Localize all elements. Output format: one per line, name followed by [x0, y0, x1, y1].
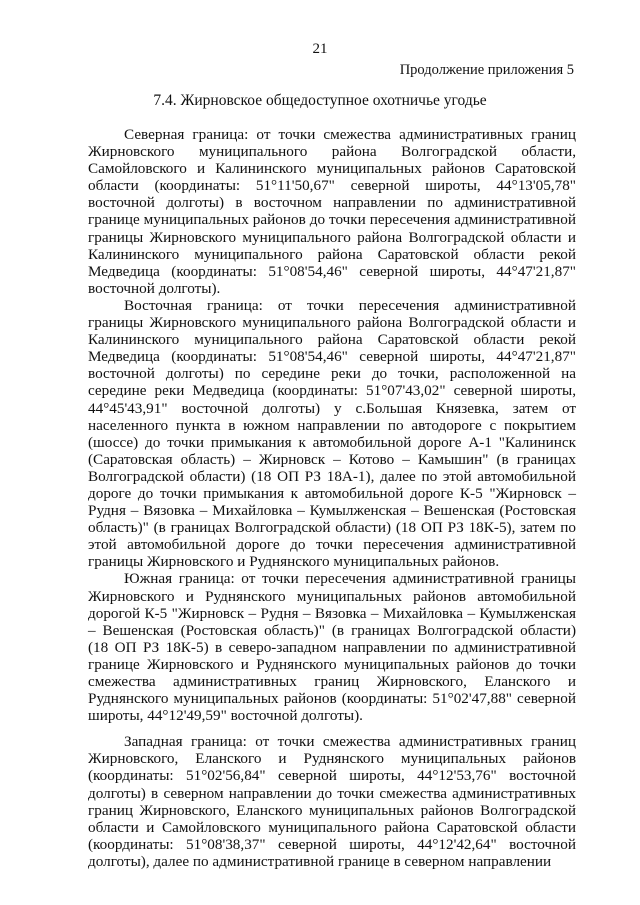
paragraph-western-border: Западная граница: от точки смежества административных границ Жирновского, Еланского и Руднянского муниципальных районов (координаты: 51°02'56,84" северной широты, 44°12'53,76" восточной долготы) в северном направлении до точки смежества административных границ Жирновского, Еланского муниципальных районов Волгоградской области и Самойловского муниципального района Саратовской области (координаты: 51°08'38,37" северной широты, 44°12'42,64" восточной долготы), далее по административной границе в северном направлении	[88, 733, 576, 870]
body-text	[88, 126, 576, 870]
paragraph-eastern-border: Восточная граница: от точки пересечения административной границы Жирновского муниципального района Волгоградской области и Калининского муниципального района Саратовской области рекой Медведица (координаты: 51°08'54,46" северной широты, 44°47'21,87" восточной долготы) по середине реки до точки, расположенной на середине реки Медведица (координаты: 51°07'43,02" северной широты, 44°45'43,91" восточной долготы) у с.Большая Князевка, затем от населенного пункта в южном направлении по автодороге с покрытием (шоссе) до точки примыкания к автомобильной дороге А-1 "Калининск (Саратовская область) – Жирновск – Котово – Камышин" (в границах Волгоградской области) (18 ОП РЗ 18А-1), далее по этой автомобильной дороге до точки примыкания к автомобильной дороге К-5 "Жирновск – Рудня – Вязовка – Михайловка – Кумылженская – Вешенская (Ростовская область)" (в границах Волгоградской области) (18 ОП РЗ 18К-5), затем по этой автомобильной дороге до точки пересечения административной границы Жирновского и Руднянского муниципальных районов.	[88, 296, 576, 571]
section-title: 7.4. Жирновское общедоступное охотничье угодье	[153, 92, 487, 109]
paragraph-southern-border: Южная граница: от точки пересечения административной границы Жирновского и Руднянского муниципальных районов автомобильной дорогой К-5 "Жирновск – Рудня – Вязовка – Михайловка – Кумылженская – Вешенская (Ростовская область)" (в границах Волгоградской области) (18 ОП РЗ 18К-5) в северо-западном направлении по административной границе Жирновского и Руднянского муниципальных районов до точки смежества административных границ Жирновского, Еланского и Руднянского муниципальных районов (координаты: 51°02'47,88" северной широты, 44°12'49,59" восточной долготы).	[88, 570, 576, 725]
page-number: 21	[312, 41, 328, 57]
appendix-note: Продолжение приложения 5	[399, 62, 574, 78]
paragraph-northern-border: Северная граница: от точки смежества административных границ Жирновского муниципального района Волгоградской области, Самойловского и Калининского муниципальных районов Саратовской области (координаты: 51°11'50,67" северной широты, 44°13'05,78" восточной долготы) в восточном направлении по административной границе муниципальных районов до точки пересечения административной границы Жирновского муниципального района Волгоградской области и Калининского муниципального района Саратовской области рекой Медведица (координаты: 51°08'54,46" северной широты, 44°47'21,87" восточной долготы).	[88, 126, 576, 297]
